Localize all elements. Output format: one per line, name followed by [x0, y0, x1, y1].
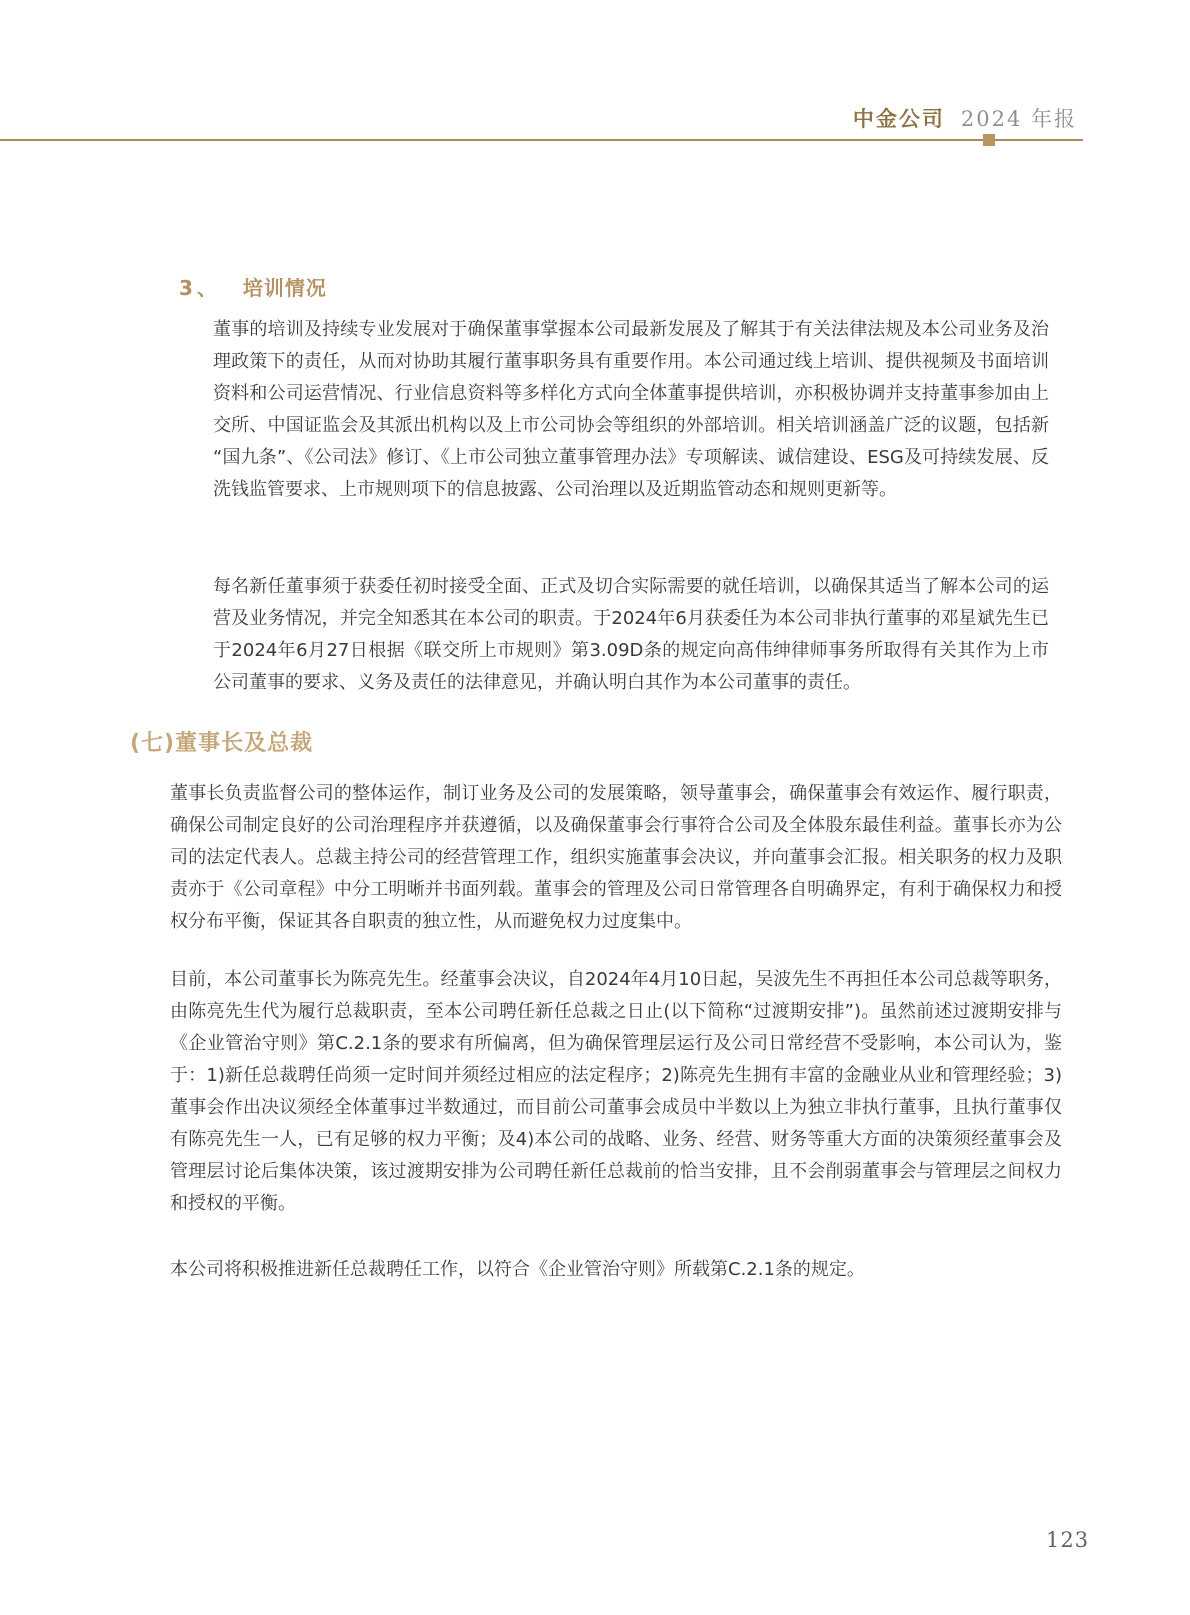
- header-divider-square-marker: [983, 134, 995, 146]
- training-paragraph-1: 董事的培训及持续专业发展对于确保董事掌握本公司最新发展及了解其于有关法律法规及本公司业务及治理政策下的责任，从而对协助其履行董事职务具有重要作用。本公司通过线上培训、提供视频及书面培训资料和公司运营情况、行业信息资料等多样化方式向全体董事提供培训，亦积极协调并支持董事参加由上交所、中国证监会及其派出机构以及上市公司协会等组织的外部培训。相关培训涵盖广泛的议题，包括新“国九条”、《公司法》修订、《上市公司独立董事管理办法》专项解读、诚信建设、ESG及可持续发展、反洗钱监管要求、上市规则项下的信息披露、公司治理以及近期监管动态和规则更新等。: [213, 319, 1049, 500]
- chairman-paragraph-3: 本公司将积极推进新任总裁聘任工作，以符合《企业管治守则》所载第C.2.1条的规定。: [170, 1259, 865, 1280]
- report-edition: 2024 年报: [960, 107, 1077, 131]
- company-name: 中金公司: [852, 106, 945, 131]
- section-heading-training: [179, 272, 327, 301]
- section-heading-chairman-president: (七)董事长及总裁: [130, 731, 314, 756]
- section-number: 3、: [179, 276, 221, 300]
- chairman-paragraph-2: 目前，本公司董事长为陈亮先生。经董事会决议，自2024年4月10日起，吴波先生不再担任本公司总裁等职务，由陈亮先生代为履行总裁职责，至本公司聘任新任总裁之日止(以下简称“过渡期安排”)。虽然前述过渡期安排与《企业管治守则》第C.2.1条的要求有所偏离，但为确保管理层运行及公司日常经营不受影响，本公司认为，鉴于：1)新任总裁聘任尚须一定时间并须经过相应的法定程序；2)陈亮先生拥有丰富的金融业从业和管理经验；3)董事会作出决议须经全体董事过半数通过，而目前公司董事会成员中半数以上为独立非执行董事，且执行董事仅有陈亮先生一人，已有足够的权力平衡；及4)本公司的战略、业务、经营、财务等重大方面的决策须经董事会及管理层讨论后集体决策，该过渡期安排为公司聘任新任总裁前的恰当安排，且不会削弱董事会与管理层之间权力和授权的平衡。: [170, 969, 1062, 1214]
- page-header: [853, 103, 1077, 133]
- section-title: 培训情况: [242, 276, 327, 300]
- training-paragraph-2: 每名新任董事须于获委任初时接受全面、正式及切合实际需要的就任培训，以确保其适当了解本公司的运营及业务情况，并完全知悉其在本公司的职责。于2024年6月获委任为本公司非执行董事的邓星斌先生已于2024年6月27日根据《联交所上市规则》第3.09D条的规定向高伟绅律师事务所取得有关其作为上市公司董事的要求、义务及责任的法律意见，并确认明白其作为本公司董事的责任。: [213, 576, 1049, 693]
- header-divider-line: [0, 139, 1083, 141]
- chairman-paragraph-1: 董事长负责监督公司的整体运作，制订业务及公司的发展策略，领导董事会，确保董事会有效运作、履行职责，确保公司制定良好的公司治理程序并获遵循，以及确保董事会行事符合公司及全体股东最佳利益。董事长亦为公司的法定代表人。总裁主持公司的经营管理工作，组织实施董事会决议，并向董事会汇报。相关职务的权力及职责亦于《公司章程》中分工明晰并书面列载。董事会的管理及公司日常管理各自明确界定，有利于确保权力和授权分布平衡，保证其各自职责的独立性，从而避免权力过度集中。: [170, 783, 1062, 932]
- page-number: 123: [1046, 1528, 1090, 1552]
